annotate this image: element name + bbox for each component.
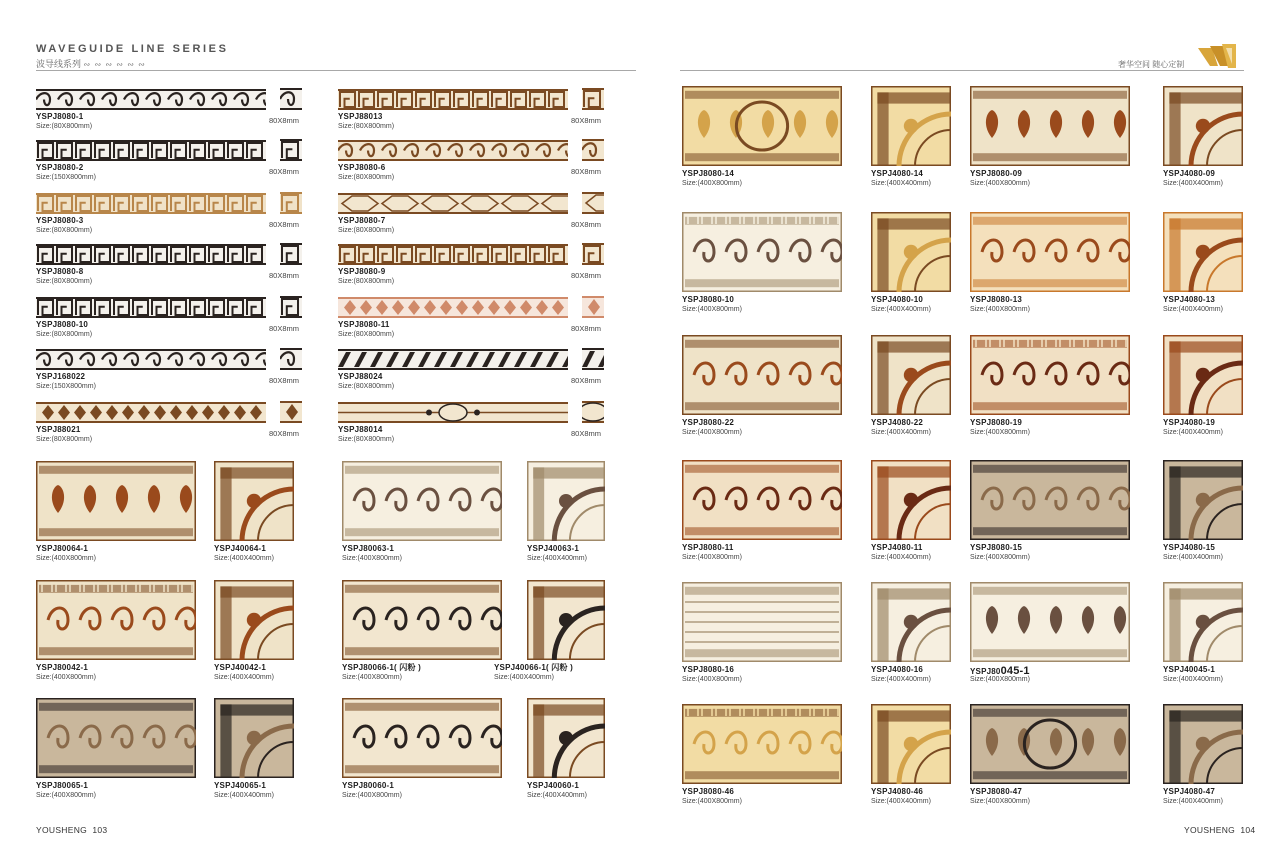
product-code-text: YSPJ88013	[338, 112, 383, 121]
corner-dimension: 80X8mm	[571, 271, 602, 280]
product-code-text: YSPJ40066-1( 闪粉 )	[494, 663, 573, 672]
corner-piece-image	[582, 348, 604, 370]
border-strip-image	[338, 193, 568, 214]
product-code-text: YSPJ80	[970, 667, 1001, 676]
corner-dimension: 80X8mm	[269, 271, 300, 280]
series-subtitle-text: 波导线系列	[36, 59, 82, 69]
product-code-text: YSPJ4080-14	[871, 169, 924, 178]
product-code	[214, 545, 266, 553]
border-strip-image	[36, 140, 266, 161]
product-size: Size:(80X800mm)	[36, 331, 93, 338]
product-size: Size:(400X800mm)	[682, 554, 742, 561]
product-code	[970, 170, 1022, 178]
product-code-text: YSPJ40045-1	[1163, 665, 1216, 674]
product-size: Size:(80X800mm)	[338, 383, 395, 390]
product-code-text: YSPJ4080-15	[1163, 543, 1216, 552]
rect-tile-image	[682, 460, 842, 540]
product-code	[36, 664, 88, 672]
product-code	[36, 164, 83, 172]
corner-dimension: 80X8mm	[571, 220, 602, 229]
product-size: Size:(400X800mm)	[682, 676, 742, 683]
rect-tile-image	[970, 212, 1130, 292]
corner-piece-image	[582, 401, 604, 423]
rect-tile-image	[682, 335, 842, 415]
rect-tile-image	[970, 335, 1130, 415]
product-size: Size:(400X800mm)	[970, 429, 1030, 436]
product-size: Size:(400X800mm)	[342, 792, 402, 799]
product-size: Size:(80X800mm)	[36, 123, 93, 130]
rect-tile-image	[682, 86, 842, 166]
product-code	[871, 170, 923, 178]
product-size: Size:(400X800mm)	[970, 554, 1030, 561]
product-code-text: YSPJ8080-13	[970, 295, 1023, 304]
corner-dimension: 80X8mm	[571, 324, 602, 333]
product-size: Size:(400X800mm)	[682, 306, 742, 313]
square-tile-image	[1163, 335, 1243, 415]
series-title: WAVEGUIDE LINE SERIES	[36, 43, 229, 55]
product-size: Size:(400X800mm)	[36, 674, 96, 681]
product-size: Size:(400X800mm)	[682, 180, 742, 187]
product-size: Size:(80X800mm)	[36, 227, 93, 234]
rect-tile-image	[342, 698, 502, 778]
product-code-text: YSPJ8080-22	[682, 418, 735, 427]
product-code	[970, 544, 1022, 552]
product-code	[682, 419, 734, 427]
product-size: Size:(400X400mm)	[1163, 554, 1223, 561]
corner-dimension: 80X8mm	[571, 116, 602, 125]
page-number: 103	[92, 825, 108, 835]
border-strip-image	[36, 89, 266, 110]
corner-piece-image	[582, 139, 604, 161]
product-code	[338, 217, 385, 225]
corner-dimension: 80X8mm	[571, 167, 602, 176]
product-code	[871, 666, 923, 674]
footer-brand: YOUSHENG	[36, 825, 88, 835]
product-code-text: YSPJ40042-1	[214, 663, 267, 672]
square-tile-image	[214, 698, 294, 778]
product-code-text: YSPJ8080-47	[970, 787, 1023, 796]
product-size: Size:(400X800mm)	[36, 792, 96, 799]
product-code-text: YSPJ4080-16	[871, 665, 924, 674]
product-code	[214, 782, 266, 790]
product-code-text: YSPJ80064-1	[36, 544, 89, 553]
product-code	[970, 788, 1022, 796]
product-code	[970, 296, 1022, 304]
product-code-text: YSPJ8080-10	[682, 295, 735, 304]
product-code-text: YSPJ8080-15	[970, 543, 1023, 552]
square-tile-image	[871, 582, 951, 662]
product-code	[36, 545, 88, 553]
rect-tile-image	[36, 580, 196, 660]
square-tile-image	[871, 704, 951, 784]
corner-piece-image	[280, 401, 302, 423]
rect-tile-image	[36, 698, 196, 778]
product-size: Size:(400X800mm)	[970, 306, 1030, 313]
product-code-text: YSPJ4080-22	[871, 418, 924, 427]
product-code	[1163, 170, 1215, 178]
border-strip-image	[36, 193, 266, 214]
corner-dimension: 80X8mm	[269, 116, 300, 125]
corner-dimension: 80X8mm	[269, 167, 300, 176]
product-size: Size:(400X400mm)	[214, 792, 274, 799]
page-number: 104	[1240, 825, 1256, 835]
product-code-text: YSPJ80060-1	[342, 781, 395, 790]
rect-tile-image	[682, 582, 842, 662]
border-strip-image	[36, 402, 266, 423]
product-size: Size:(150X800mm)	[36, 383, 96, 390]
border-strip-image	[36, 349, 266, 370]
border-strip-image	[338, 297, 568, 318]
rect-tile-image	[342, 461, 502, 541]
product-size: Size:(400X400mm)	[871, 554, 931, 561]
product-code	[342, 545, 394, 553]
square-tile-image	[1163, 460, 1243, 540]
product-size: Size:(400X400mm)	[527, 792, 587, 799]
product-size: Size:(80X800mm)	[338, 174, 395, 181]
product-size: Size:(80X800mm)	[36, 436, 93, 443]
border-strip-image	[36, 297, 266, 318]
corner-piece-image	[582, 296, 604, 318]
ornament-glyphs: ∾ ∾ ∾ ∾ ∾ ∾	[83, 60, 146, 69]
product-code	[338, 164, 385, 172]
product-size: Size:(400X800mm)	[682, 429, 742, 436]
product-code-text: YSPJ88024	[338, 372, 383, 381]
product-size: Size:(80X800mm)	[338, 436, 395, 443]
product-code-text: YSPJ80066-1( 闪粉 )	[342, 663, 421, 672]
product-code-text: YSPJ88021	[36, 425, 81, 434]
rect-tile-image	[970, 86, 1130, 166]
product-size: Size:(80X800mm)	[338, 278, 395, 285]
product-code	[338, 426, 383, 434]
product-code	[871, 788, 923, 796]
brand-logo-icon	[1196, 42, 1240, 72]
square-tile-image	[1163, 86, 1243, 166]
product-size: Size:(80X800mm)	[338, 331, 395, 338]
product-code-text: YSPJ8080-14	[682, 169, 735, 178]
product-code	[1163, 788, 1215, 796]
series-subtitle	[36, 57, 146, 70]
product-code-text: YSPJ8080-11	[682, 543, 734, 552]
square-tile-image	[871, 460, 951, 540]
product-size: Size:(150X800mm)	[36, 174, 96, 181]
product-code-suffix: 045-1	[1000, 665, 1030, 677]
square-tile-image	[1163, 704, 1243, 784]
product-code	[682, 666, 734, 674]
product-size: Size:(400X400mm)	[1163, 676, 1223, 683]
product-code	[36, 321, 88, 329]
border-strip-image	[338, 140, 568, 161]
product-code	[36, 373, 85, 381]
square-tile-image	[1163, 582, 1243, 662]
square-tile-image	[1163, 212, 1243, 292]
product-code	[871, 296, 923, 304]
product-code-text: YSPJ8080-2	[36, 163, 84, 172]
footer-right	[1184, 825, 1255, 835]
product-code-text: YSPJ168022	[36, 372, 86, 381]
header-rule-left	[36, 70, 636, 71]
square-tile-image	[527, 698, 605, 778]
corner-piece-image	[582, 192, 604, 214]
product-code-text: YSPJ8080-11	[338, 320, 390, 329]
product-code	[338, 373, 383, 381]
product-code	[970, 419, 1022, 427]
product-code-text: YSPJ4080-11	[871, 543, 923, 552]
corner-piece-image	[280, 243, 302, 265]
corner-dimension: 80X8mm	[269, 220, 300, 229]
corner-dimension: 80X8mm	[269, 429, 300, 438]
product-code	[36, 113, 83, 121]
product-code	[1163, 544, 1215, 552]
product-code	[494, 664, 573, 672]
product-size: Size:(400X800mm)	[970, 798, 1030, 805]
product-code-text: YSPJ4080-19	[1163, 418, 1216, 427]
square-tile-image	[527, 580, 605, 660]
product-code	[36, 217, 83, 225]
product-size: Size:(400X400mm)	[1163, 429, 1223, 436]
product-code-text: YSPJ4080-46	[871, 787, 924, 796]
product-code	[214, 664, 266, 672]
square-tile-image	[527, 461, 605, 541]
product-size: Size:(80X800mm)	[338, 227, 395, 234]
footer-brand: YOUSHENG	[1184, 825, 1236, 835]
brand-slogan: 奢华空间 随心定制	[1118, 60, 1185, 69]
product-code	[36, 782, 88, 790]
product-code	[682, 296, 734, 304]
product-code-text: YSPJ8080-7	[338, 216, 386, 225]
corner-dimension: 80X8mm	[571, 429, 602, 438]
square-tile-image	[871, 212, 951, 292]
product-code	[871, 419, 923, 427]
product-code-text: YSPJ8080-09	[970, 169, 1023, 178]
product-code	[36, 268, 83, 276]
product-code	[1163, 666, 1215, 674]
product-size: Size:(400X400mm)	[1163, 180, 1223, 187]
product-size: Size:(80X800mm)	[36, 278, 93, 285]
product-code	[338, 321, 390, 329]
product-size: Size:(400X400mm)	[871, 676, 931, 683]
product-code	[1163, 419, 1215, 427]
rect-tile-image	[970, 582, 1130, 662]
product-code-text: YSPJ8080-3	[36, 216, 84, 225]
product-code-text: YSPJ8080-6	[338, 163, 386, 172]
border-strip-image	[36, 244, 266, 265]
product-code	[342, 664, 421, 672]
product-size: Size:(400X800mm)	[970, 180, 1030, 187]
product-size: Size:(400X400mm)	[871, 429, 931, 436]
corner-piece-image	[280, 139, 302, 161]
product-code-text: YSPJ80042-1	[36, 663, 89, 672]
product-code	[338, 113, 383, 121]
product-code-text: YSPJ8080-19	[970, 418, 1023, 427]
product-code	[527, 545, 579, 553]
corner-dimension: 80X8mm	[269, 376, 300, 385]
product-code-text: YSPJ8080-9	[338, 267, 386, 276]
product-code	[682, 170, 734, 178]
square-tile-image	[214, 580, 294, 660]
product-code-text: YSPJ88014	[338, 425, 383, 434]
rect-tile-image	[342, 580, 502, 660]
product-code-text: YSPJ40064-1	[214, 544, 267, 553]
product-code-text: YSPJ4080-13	[1163, 295, 1216, 304]
product-code-text: YSPJ4080-10	[871, 295, 924, 304]
product-code	[682, 544, 734, 552]
rect-tile-image	[36, 461, 196, 541]
product-code-text: YSPJ8080-1	[36, 112, 84, 121]
border-strip-image	[338, 402, 568, 423]
product-size: Size:(400X400mm)	[871, 306, 931, 313]
product-code	[682, 788, 734, 796]
product-code-text: YSPJ40065-1	[214, 781, 267, 790]
corner-piece-image	[280, 192, 302, 214]
corner-dimension: 80X8mm	[571, 376, 602, 385]
product-size: Size:(400X400mm)	[1163, 306, 1223, 313]
product-code-text: YSPJ8080-46	[682, 787, 735, 796]
product-size: Size:(400X800mm)	[36, 555, 96, 562]
rect-tile-image	[682, 704, 842, 784]
product-code-text: YSPJ40063-1	[527, 544, 580, 553]
product-size: Size:(400X400mm)	[871, 798, 931, 805]
product-code	[342, 782, 394, 790]
product-code-text: YSPJ40060-1	[527, 781, 580, 790]
product-size: Size:(400X400mm)	[494, 674, 554, 681]
square-tile-image	[871, 86, 951, 166]
corner-dimension: 80X8mm	[269, 324, 300, 333]
product-code-text: YSPJ8080-10	[36, 320, 89, 329]
product-code	[1163, 296, 1215, 304]
corner-piece-image	[582, 88, 604, 110]
product-size: Size:(400X800mm)	[970, 676, 1030, 683]
product-code-text: YSPJ4080-47	[1163, 787, 1216, 796]
product-size: Size:(400X400mm)	[214, 555, 274, 562]
product-size: Size:(400X800mm)	[342, 674, 402, 681]
product-code-text: YSPJ8080-8	[36, 267, 84, 276]
product-size: Size:(80X800mm)	[338, 123, 395, 130]
footer-left	[36, 825, 107, 835]
product-code	[338, 268, 385, 276]
product-size: Size:(400X800mm)	[342, 555, 402, 562]
header-rule-right	[680, 70, 1244, 71]
corner-piece-image	[582, 243, 604, 265]
product-code-text: YSPJ4080-09	[1163, 169, 1216, 178]
product-size: Size:(400X400mm)	[214, 674, 274, 681]
border-strip-image	[338, 89, 568, 110]
corner-piece-image	[280, 88, 302, 110]
product-code-text: YSPJ80065-1	[36, 781, 89, 790]
product-size: Size:(400X400mm)	[1163, 798, 1223, 805]
rect-tile-image	[970, 460, 1130, 540]
border-strip-image	[338, 349, 568, 370]
square-tile-image	[871, 335, 951, 415]
product-code-text: YSPJ80063-1	[342, 544, 395, 553]
rect-tile-image	[682, 212, 842, 292]
product-size: Size:(400X400mm)	[871, 180, 931, 187]
corner-piece-image	[280, 348, 302, 370]
product-code	[36, 426, 81, 434]
square-tile-image	[214, 461, 294, 541]
product-code	[527, 782, 579, 790]
corner-piece-image	[280, 296, 302, 318]
product-code-text: YSPJ8080-16	[682, 665, 735, 674]
rect-tile-image	[970, 704, 1130, 784]
product-size: Size:(400X400mm)	[527, 555, 587, 562]
product-code	[871, 544, 923, 552]
border-strip-image	[338, 244, 568, 265]
product-size: Size:(400X800mm)	[682, 798, 742, 805]
